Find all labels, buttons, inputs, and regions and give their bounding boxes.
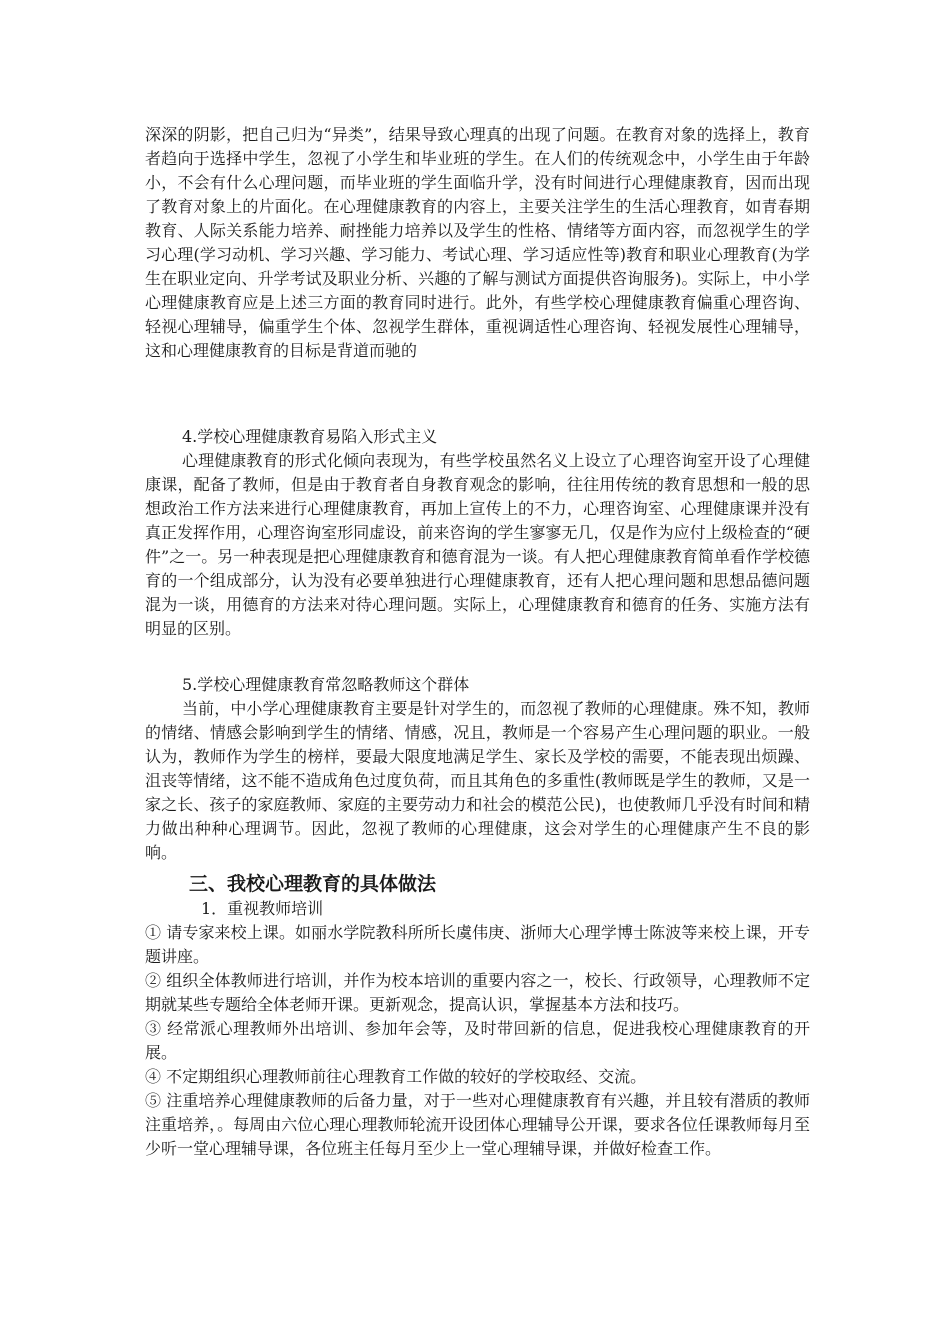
- list-item: ③ 经常派心理教师外出培训、参加年会等，及时带回新的信息，促进我校心理健康教育的开展。: [145, 1019, 810, 1062]
- continued-paragraph: 深深的阴影，把自己归为“异类”，结果导致心理真的出现了问题。在教育对象的选择上，教育者趋向于选择中学生，忽视了小学生和毕业班的学生。在人们的传统观念中，小学生由于年龄小，不会有什么心理问题，而毕业班的学生面临升学，没有时间进行心理健康教育，因而出现了教育对象上的片面化。在心理健康教育的内容上，主要关注学生的生活心理教育，如青春期教育、人际关系能力培养、耐挫能力培养以及学生的性格、情绪等方面内容，而忽视学生的学习心理(学习动机、学习兴趣、学习能力、考试心理、学习适应性等)教育和职业心理教育(为学生在职业定向、升学考试及职业分析、兴趣的了解与测试方面提供咨询服务)。实际上，中小学心理健康教育应是上述三方面的教育同时进行。此外，有些学校心理健康教育偏重心理咨询、轻视心理辅导，偏重学生个体、忽视学生群体，重视调适性心理咨询、轻视发展性心理辅导，这和心理健康教育的目标是背道而驰的: [145, 125, 810, 360]
- list-item: ① 请专家来校上课。如丽水学院教科所所长虞伟庚、浙师大心理学博士陈波等来校上课，开专题讲座。: [145, 923, 810, 966]
- section-4-body: 心理健康教育的形式化倾向表现为，有些学校虽然名义上设立了心理咨询室开设了心理健康课，配备了教师，但是由于教育者自身教育观念的影响，往往用传统的教育思想和一般的思想政治工作方法来进行心理健康教育，再加上宣传上的不力，心理咨询室、心理健康课并没有真正发挥作用，心理咨询室形同虚设，前来咨询的学生寥寥无几，仅是作为应付上级检查的“硬件”之一。另一种表现是把心理健康教育和德育混为一谈。有人把心理健康教育简单看作学校德育的一个组成部分，认为没有必要单独进行心理健康教育，还有人把心理问题和思想品德问题混为一谈，用德育的方法来对待心理问题。实际上，心理健康教育和德育的任务、实施方法有明显的区别。: [145, 451, 810, 638]
- section-4-title: 4.学校心理健康教育易陷入形式主义: [182, 427, 438, 446]
- section-5-title: 5.学校心理健康教育常忽略教师这个群体: [182, 675, 470, 694]
- list-item: ⑤ 注重培养心理健康教师的后备力量，对于一些对心理健康教育有兴趣，并且较有潜质的教师注重培养，。每周由六位心理心理教师轮流开设团体心理辅导公开课，要求各位任课教师每月至少听一堂心理辅导课，各位班主任每月至少上一堂心理辅导课，并做好检查工作。: [145, 1091, 810, 1158]
- list-item: ② 组织全体教师进行培训，并作为校本培训的重要内容之一，校长、行政领导，心理教师不定期就某些专题给全体老师开课。更新观念，提高认识，掌握基本方法和技巧。: [145, 971, 810, 1014]
- subsection-1-title: 1．重视教师培训: [201, 899, 324, 918]
- training-list: [145, 921, 810, 1161]
- list-item: ④ 不定期组织心理教师前往心理教育工作做的较好的学校取经、交流。: [145, 1067, 647, 1086]
- section-5-body: 当前，中小学心理健康教育主要是针对学生的，而忽视了教师的心理健康。殊不知，教师的情绪、情感会影响到学生的情绪、情感，况且，教师是一个容易产生心理问题的职业。一般认为，教师作为学生的榜样，要最大限度地满足学生、家长及学校的需要，不能表现出烦躁、沮丧等情绪，这不能不造成角色过度负荷，而且其角色的多重性(教师既是学生的教师，又是一家之长、孩子的家庭教师、家庭的主要劳动力和社会的模范公民)，也使教师几乎没有时间和精力做出种种心理调节。因此，忽视了教师的心理健康，这会对学生的心理健康产生不良的影响。: [145, 699, 810, 862]
- section-3-heading: 三、我校心理教育的具体做法: [189, 873, 437, 895]
